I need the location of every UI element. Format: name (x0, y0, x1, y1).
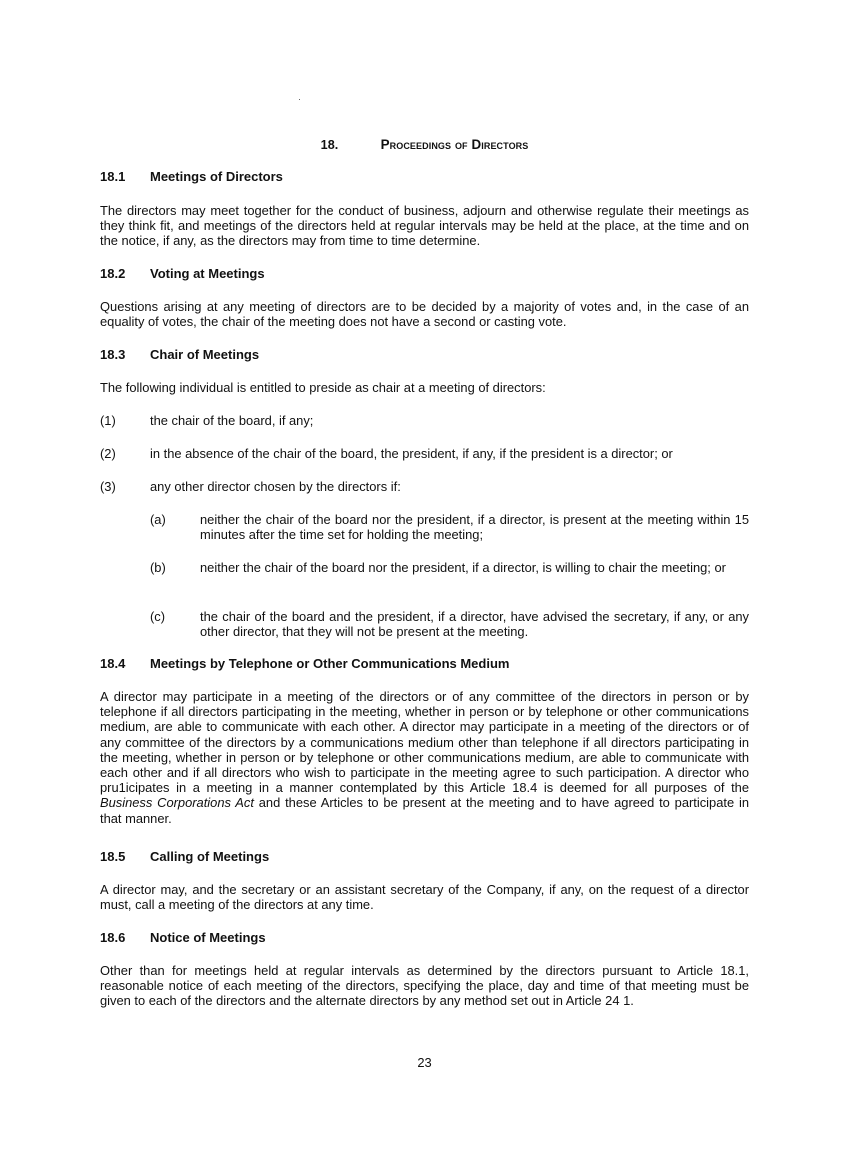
article-number: 18. (320, 138, 339, 152)
section-title: Meetings by Telephone or Other Communications Medium (150, 656, 510, 671)
section-title: Notice of Meetings (150, 930, 266, 945)
section-number: 18.6 (100, 930, 126, 945)
section-heading-18-4 (100, 656, 509, 671)
section-title: Calling of Meetings (150, 849, 270, 864)
page-number: 23 (417, 1055, 432, 1070)
section-number: 18.1 (100, 169, 126, 184)
section-title: Voting at Meetings (150, 266, 265, 281)
list-text: the chair of the board, if any; (150, 413, 314, 428)
list-marker: (3) (100, 479, 116, 494)
list-text: neither the chair of the board nor the president, if a director, is willing to chair the meeting; or (200, 560, 726, 575)
list-text: in the absence of the chair of the board, the president, if any, if the president is a director; or (150, 446, 673, 461)
list-text: neither the chair of the board nor the president, if a director, is present at the meeting within 15 minutes after the time set for holding the meeting; (200, 512, 749, 543)
list-marker: (b) (150, 560, 166, 575)
section-text-18-1: The directors may meet together for the conduct of business, adjourn and otherwise regulate their meetings as they think fit, and meetings of the directors held at regular intervals may be held at the place, at the time and on the notice, if any, as the directors may from time to time determine. (100, 203, 749, 249)
section-title: Chair of Meetings (150, 347, 260, 362)
list-text: the chair of the board and the president, if a director, have advised the secretary, if any, or any other director, that they will not be present at the meeting. (200, 609, 749, 640)
section-number: 18.2 (100, 266, 126, 281)
section-title: Meetings of Directors (150, 169, 283, 184)
stray-mark (299, 99, 300, 100)
article-title: Proceedings of Directors (380, 137, 529, 152)
act-title: Business Corporations Act (100, 795, 254, 811)
section-heading-18-6 (100, 930, 266, 945)
list-marker: (1) (100, 413, 116, 428)
section-heading-18-3 (100, 347, 259, 362)
list-marker: (a) (150, 512, 166, 527)
section-text-18-4 (100, 689, 749, 826)
text-run: A director may participate in a meeting of the directors or of any committee of the directors in person or by telephone if all directors participating in the meeting, whether in person or by telephone or other communications medium, are able to communicate with each other. A director may participate in a meeting of the directors or of any committee of the directors by a communications medium other than telephone if all directors participating in the meeting, whether in person or by telephone or other communications medium, are able to communicate with each other and if all directors who wish to participate in the meeting agree to such participation. A director who pru1icipates in a meeting in a manner contemplated by this Article 18.4 is deemed for all purposes of the (100, 689, 749, 796)
section-text-18-6: Other than for meetings held at regular intervals as determined by the directors pursuant to Article 18.1, reasonable notice of each meeting of the directors, specifying the place, day and time of that meeting must be given to each of the directors and the alternate directors by any method set out in Article 24 1. (100, 963, 749, 1009)
section-number: 18.5 (100, 849, 126, 864)
list-marker: (c) (150, 609, 166, 624)
section-text-18-5: A director may, and the secretary or an assistant secretary of the Company, if any, on the request of a director must, call a meeting of the directors at any time. (100, 882, 749, 913)
text-run: and these Articles to be present at the meeting and to have agreed to participate in that manner. (100, 795, 749, 826)
section-heading-18-1 (100, 169, 283, 184)
section-number: 18.4 (100, 656, 126, 671)
section-text-18-3: The following individual is entitled to preside as chair at a meeting of directors: (100, 380, 546, 395)
section-heading-18-5 (100, 849, 269, 864)
article-heading (0, 137, 849, 152)
section-heading-18-2 (100, 266, 265, 281)
section-number: 18.3 (100, 347, 126, 362)
list-text: any other director chosen by the directors if: (150, 479, 401, 494)
list-marker: (2) (100, 446, 116, 461)
section-text-18-2: Questions arising at any meeting of directors are to be decided by a majority of votes and, in the case of an equality of votes, the chair of the meeting does not have a second or casting vote. (100, 299, 749, 330)
